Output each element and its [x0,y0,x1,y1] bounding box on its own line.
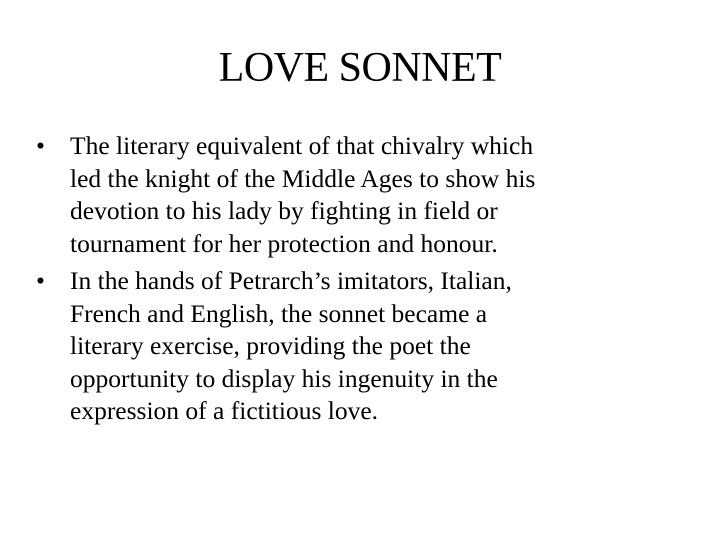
bullet-item-petrarch [36,265,696,428]
bullet-text-line: opportunity to display his ingenuity in the [70,363,498,393]
bullet-text-line: French and English, the sonnet became a [70,298,488,328]
bullet-text-line: led the knight of the Middle Ages to show his [70,163,536,193]
bullet-text-line: In the hands of Petrarch’s imitators, Italian, [70,266,512,295]
bullet-text-line: tournament for her protection and honour. [70,228,498,258]
bullet-text-line: expression of a fictitious love. [70,396,379,425]
bullet-text-line: The literary equivalent of that chivalry which [70,131,534,160]
bullet-marker: • [36,131,45,160]
slide-title: LOVE SONNET [218,45,502,91]
bullet-list [36,130,696,433]
bullet-item-chivalry [36,130,696,260]
bullet-marker: • [36,266,45,295]
bullet-text-line: devotion to his lady by fighting in field or [70,196,498,225]
bullet-text-line: literary exercise, providing the poet the [70,331,471,360]
